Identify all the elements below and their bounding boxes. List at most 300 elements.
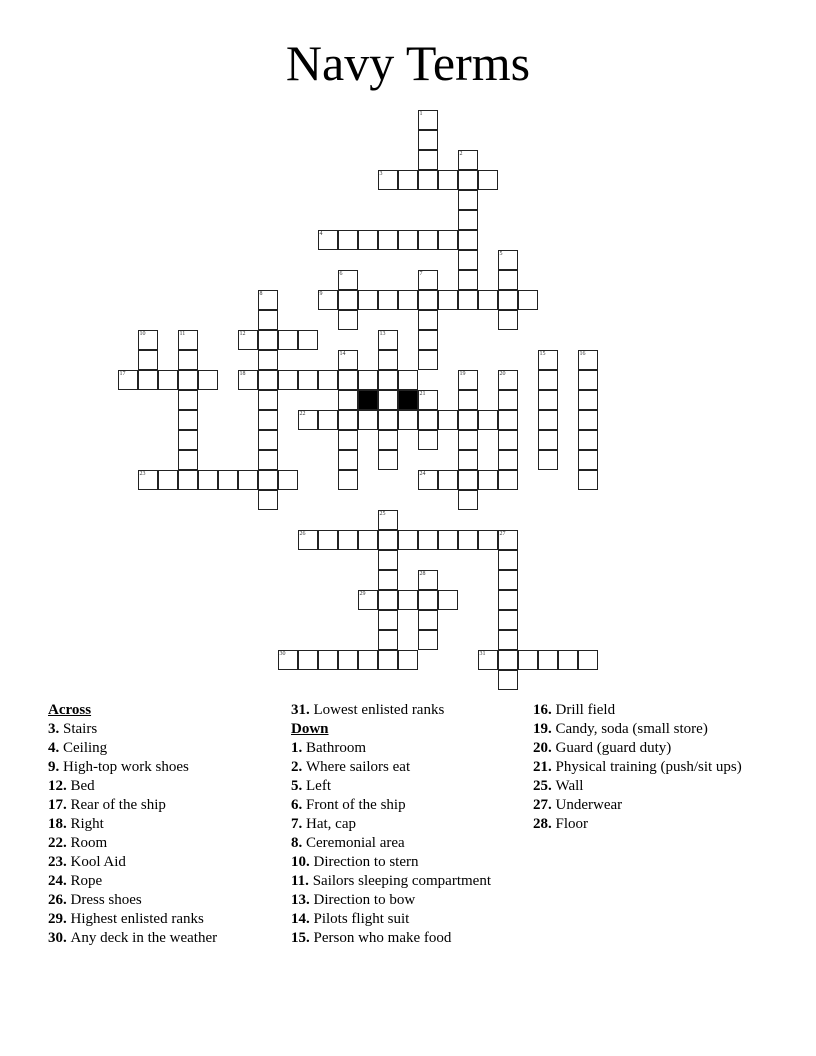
clue-number: 19 xyxy=(459,370,466,377)
across-clue xyxy=(291,702,521,719)
clue-number: 16. xyxy=(533,702,556,718)
grid-cell[interactable] xyxy=(138,470,158,490)
grid-cell[interactable] xyxy=(298,410,318,430)
grid-cell[interactable] xyxy=(498,570,518,590)
grid-cell[interactable] xyxy=(318,650,338,670)
grid-cell[interactable] xyxy=(258,450,278,470)
clue-number: 1. xyxy=(291,740,306,756)
clue-text: Wall xyxy=(555,778,584,794)
clue-number: 30 xyxy=(279,650,286,657)
clue-number: 18 xyxy=(239,370,246,377)
clue-number: 20. xyxy=(533,740,556,756)
grid-cell[interactable] xyxy=(418,610,438,630)
grid-cell[interactable] xyxy=(378,610,398,630)
clue-text: Candy, soda (small store) xyxy=(555,721,708,737)
grid-cell[interactable] xyxy=(178,350,198,370)
grid-cell[interactable] xyxy=(438,290,458,310)
grid-cell[interactable] xyxy=(418,170,438,190)
grid-cell[interactable] xyxy=(398,530,418,550)
clue-number: 25 xyxy=(379,510,386,517)
grid-cell[interactable] xyxy=(538,390,558,410)
clue-number: 14. xyxy=(291,911,314,927)
grid-cell[interactable] xyxy=(578,450,598,470)
grid-cell[interactable] xyxy=(538,650,558,670)
grid-cell[interactable] xyxy=(378,650,398,670)
across-clue xyxy=(48,740,278,757)
black-cell xyxy=(398,390,418,410)
grid-cell[interactable] xyxy=(458,190,478,210)
grid-cell[interactable] xyxy=(338,390,358,410)
grid-cell[interactable] xyxy=(418,430,438,450)
grid-cell[interactable] xyxy=(458,170,478,190)
grid-cell[interactable] xyxy=(578,390,598,410)
clue-number: 3. xyxy=(48,721,63,737)
clue-number: 20 xyxy=(499,370,506,377)
across-clue xyxy=(48,835,278,852)
grid-cell[interactable] xyxy=(378,390,398,410)
grid-cell[interactable] xyxy=(258,490,278,510)
grid-cell[interactable] xyxy=(338,350,358,370)
down-clue xyxy=(291,797,521,814)
clue-number: 10 xyxy=(139,330,146,337)
clue-text: Left xyxy=(306,778,331,794)
clue-number: 26. xyxy=(48,892,71,908)
grid-cell[interactable] xyxy=(358,370,378,390)
clue-number: 7. xyxy=(291,816,306,832)
clue-number: 21 xyxy=(419,390,426,397)
grid-cell[interactable] xyxy=(378,170,398,190)
clue-text: Stairs xyxy=(63,721,98,737)
grid-cell[interactable] xyxy=(498,390,518,410)
grid-cell[interactable] xyxy=(258,470,278,490)
grid-cell[interactable] xyxy=(498,370,518,390)
grid-cell[interactable] xyxy=(458,370,478,390)
grid-cell[interactable] xyxy=(258,290,278,310)
grid-cell[interactable] xyxy=(418,630,438,650)
grid-cell[interactable] xyxy=(298,370,318,390)
grid-cell[interactable] xyxy=(518,290,538,310)
grid-cell[interactable] xyxy=(418,150,438,170)
grid-cell[interactable] xyxy=(498,650,518,670)
clue-number: 27. xyxy=(533,797,556,813)
clue-text: Pilots flight suit xyxy=(313,911,410,927)
grid-cell[interactable] xyxy=(418,470,438,490)
grid-cell[interactable] xyxy=(458,250,478,270)
grid-cell[interactable] xyxy=(378,590,398,610)
grid-cell[interactable] xyxy=(298,330,318,350)
grid-cell[interactable] xyxy=(378,350,398,370)
grid-cell[interactable] xyxy=(358,290,378,310)
clue-number: 13. xyxy=(291,892,314,908)
grid-cell[interactable] xyxy=(458,430,478,450)
grid-cell[interactable] xyxy=(318,530,338,550)
clue-number: 9 xyxy=(319,290,323,297)
grid-cell[interactable] xyxy=(458,410,478,430)
grid-cell[interactable] xyxy=(438,470,458,490)
grid-cell[interactable] xyxy=(458,290,478,310)
grid-cell[interactable] xyxy=(458,210,478,230)
across-clue xyxy=(48,759,278,776)
grid-cell[interactable] xyxy=(498,610,518,630)
clue-text: Where sailors eat xyxy=(306,759,411,775)
grid-cell[interactable] xyxy=(338,270,358,290)
grid-cell[interactable] xyxy=(578,650,598,670)
grid-cell[interactable] xyxy=(458,390,478,410)
grid-cell[interactable] xyxy=(178,390,198,410)
grid-cell[interactable] xyxy=(578,430,598,450)
black-cell xyxy=(358,390,378,410)
clue-text: Lowest enlisted ranks xyxy=(313,702,445,718)
grid-cell[interactable] xyxy=(378,430,398,450)
clue-text: Ceremonial area xyxy=(306,835,405,851)
clue-number: 3 xyxy=(379,170,383,177)
across-clue xyxy=(48,873,278,890)
down-clue xyxy=(291,740,521,757)
grid-cell[interactable] xyxy=(418,230,438,250)
grid-cell[interactable] xyxy=(178,430,198,450)
grid-cell[interactable] xyxy=(378,530,398,550)
down-clue xyxy=(533,797,763,814)
grid-cell[interactable] xyxy=(558,650,578,670)
clue-number: 19. xyxy=(533,721,556,737)
clue-text: Any deck in the weather xyxy=(70,930,218,946)
grid-cell[interactable] xyxy=(378,230,398,250)
grid-cell[interactable] xyxy=(418,390,438,410)
clue-number: 25. xyxy=(533,778,556,794)
grid-cell[interactable] xyxy=(478,410,498,430)
clue-text: Ceiling xyxy=(63,740,108,756)
grid-cell[interactable] xyxy=(318,370,338,390)
grid-cell[interactable] xyxy=(458,230,478,250)
grid-cell[interactable] xyxy=(318,410,338,430)
grid-cell[interactable] xyxy=(378,370,398,390)
grid-cell[interactable] xyxy=(578,410,598,430)
down-clue xyxy=(291,911,521,928)
grid-cell[interactable] xyxy=(238,330,258,350)
grid-cell[interactable] xyxy=(198,370,218,390)
grid-cell[interactable] xyxy=(358,590,378,610)
grid-cell[interactable] xyxy=(398,370,418,390)
grid-cell[interactable] xyxy=(418,570,438,590)
grid-cell[interactable] xyxy=(498,430,518,450)
grid-cell[interactable] xyxy=(198,470,218,490)
clue-number: 17 xyxy=(119,370,126,377)
clue-text: Right xyxy=(70,816,104,832)
down-clue xyxy=(291,892,521,909)
grid-cell[interactable] xyxy=(478,290,498,310)
grid-cell[interactable] xyxy=(538,370,558,390)
grid-cell[interactable] xyxy=(458,490,478,510)
down-clue xyxy=(533,721,763,738)
grid-cell[interactable] xyxy=(538,350,558,370)
grid-cell[interactable] xyxy=(338,230,358,250)
down-clue xyxy=(533,740,763,757)
clue-number: 30. xyxy=(48,930,71,946)
grid-cell[interactable] xyxy=(518,650,538,670)
grid-cell[interactable] xyxy=(258,350,278,370)
grid-cell[interactable] xyxy=(298,530,318,550)
grid-cell[interactable] xyxy=(398,290,418,310)
down-clue xyxy=(533,778,763,795)
grid-cell[interactable] xyxy=(438,530,458,550)
grid-cell[interactable] xyxy=(178,370,198,390)
grid-cell[interactable] xyxy=(138,330,158,350)
grid-cell[interactable] xyxy=(498,470,518,490)
grid-cell[interactable] xyxy=(418,530,438,550)
across-clue xyxy=(48,892,278,909)
grid-cell[interactable] xyxy=(458,530,478,550)
clue-number: 7 xyxy=(419,270,423,277)
grid-cell[interactable] xyxy=(438,230,458,250)
clue-text: Hat, cap xyxy=(306,816,356,832)
grid-cell[interactable] xyxy=(378,570,398,590)
across-clue xyxy=(48,816,278,833)
grid-cell[interactable] xyxy=(358,230,378,250)
grid-cell[interactable] xyxy=(418,110,438,130)
grid-cell[interactable] xyxy=(178,470,198,490)
grid-cell[interactable] xyxy=(578,370,598,390)
grid-cell[interactable] xyxy=(498,550,518,570)
clue-text: Bed xyxy=(70,778,95,794)
clue-number: 5 xyxy=(499,250,503,257)
grid-cell[interactable] xyxy=(418,310,438,330)
grid-cell[interactable] xyxy=(378,410,398,430)
grid-cell[interactable] xyxy=(338,470,358,490)
across-clue xyxy=(48,854,278,871)
grid-cell[interactable] xyxy=(478,470,498,490)
grid-cell[interactable] xyxy=(278,650,298,670)
clue-number: 31 xyxy=(479,650,486,657)
grid-cell[interactable] xyxy=(378,290,398,310)
grid-cell[interactable] xyxy=(398,590,418,610)
clues-column-1 xyxy=(48,702,278,949)
clue-number: 29. xyxy=(48,911,71,927)
across-clue-list xyxy=(48,721,278,947)
clue-number: 5. xyxy=(291,778,306,794)
grid-cell[interactable] xyxy=(338,450,358,470)
grid-cell[interactable] xyxy=(538,450,558,470)
clue-number: 31. xyxy=(291,702,314,718)
grid-cell[interactable] xyxy=(258,430,278,450)
down-clue xyxy=(291,759,521,776)
clue-number: 22. xyxy=(48,835,71,851)
grid-cell[interactable] xyxy=(238,370,258,390)
grid-cell[interactable] xyxy=(418,330,438,350)
clue-number: 17. xyxy=(48,797,71,813)
clue-number: 6. xyxy=(291,797,306,813)
grid-cell[interactable] xyxy=(478,170,498,190)
clues-column-2 xyxy=(291,702,521,949)
grid-cell[interactable] xyxy=(258,310,278,330)
across-clue xyxy=(48,721,278,738)
grid-cell[interactable] xyxy=(358,650,378,670)
across-heading: Across xyxy=(48,702,92,718)
grid-cell[interactable] xyxy=(498,270,518,290)
clue-number: 16 xyxy=(579,350,586,357)
grid-cell[interactable] xyxy=(138,370,158,390)
clue-number: 12 xyxy=(239,330,246,337)
clue-number: 6 xyxy=(339,270,343,277)
grid-cell[interactable] xyxy=(398,650,418,670)
clue-number: 28. xyxy=(533,816,556,832)
clue-text: Floor xyxy=(555,816,589,832)
down-clue xyxy=(291,835,521,852)
clue-number: 11 xyxy=(179,330,186,337)
clue-number: 18. xyxy=(48,816,71,832)
clue-text: Rope xyxy=(70,873,103,889)
grid-cell[interactable] xyxy=(378,450,398,470)
clue-number: 13 xyxy=(379,330,386,337)
clue-number: 4 xyxy=(319,230,323,237)
page-title: Navy Terms xyxy=(285,35,531,91)
grid-cell[interactable] xyxy=(478,530,498,550)
down-clue xyxy=(291,854,521,871)
grid-cell[interactable] xyxy=(378,510,398,530)
grid-cell[interactable] xyxy=(438,410,458,430)
grid-cell[interactable] xyxy=(498,410,518,430)
grid-cell[interactable] xyxy=(478,650,498,670)
grid-cell[interactable] xyxy=(498,590,518,610)
grid-cell[interactable] xyxy=(358,530,378,550)
grid-cell[interactable] xyxy=(338,430,358,450)
grid-cell[interactable] xyxy=(498,450,518,470)
grid-cell[interactable] xyxy=(398,230,418,250)
grid-cell[interactable] xyxy=(338,310,358,330)
grid-cell[interactable] xyxy=(278,330,298,350)
grid-cell[interactable] xyxy=(498,670,518,690)
clue-text: Rear of the ship xyxy=(70,797,166,813)
grid-cell[interactable] xyxy=(498,530,518,550)
clue-number: 23 xyxy=(139,470,146,477)
clue-text: Physical training (push/sit ups) xyxy=(555,759,742,775)
grid-cell[interactable] xyxy=(458,270,478,290)
grid-cell[interactable] xyxy=(418,130,438,150)
clue-number: 8 xyxy=(259,290,263,297)
grid-cell[interactable] xyxy=(158,370,178,390)
clue-text: Kool Aid xyxy=(70,854,126,870)
grid-cell[interactable] xyxy=(418,350,438,370)
clue-text: Dress shoes xyxy=(70,892,142,908)
grid-cell[interactable] xyxy=(158,470,178,490)
across-clue-list-continued xyxy=(291,702,521,719)
clue-number: 15. xyxy=(291,930,314,946)
clue-text: Direction to stern xyxy=(313,854,419,870)
grid-cell[interactable] xyxy=(418,270,438,290)
grid-cell[interactable] xyxy=(298,650,318,670)
clue-number: 14 xyxy=(339,350,346,357)
grid-cell[interactable] xyxy=(578,350,598,370)
clue-number: 15 xyxy=(539,350,546,357)
clue-number: 4. xyxy=(48,740,63,756)
clue-text: Room xyxy=(70,835,108,851)
grid-cell[interactable] xyxy=(498,310,518,330)
clue-text: Guard (guard duty) xyxy=(555,740,672,756)
grid-cell[interactable] xyxy=(258,370,278,390)
grid-cell[interactable] xyxy=(138,350,158,370)
grid-cell[interactable] xyxy=(498,250,518,270)
grid-cell[interactable] xyxy=(318,230,338,250)
down-clue xyxy=(533,816,763,833)
clue-text: Sailors sleeping compartment xyxy=(312,873,491,889)
across-clue xyxy=(48,911,278,928)
grid-cell[interactable] xyxy=(458,470,478,490)
down-clue xyxy=(291,930,521,947)
grid-cell[interactable] xyxy=(378,550,398,570)
clue-number: 2 xyxy=(459,150,463,157)
grid-cell[interactable] xyxy=(238,470,258,490)
grid-cell[interactable] xyxy=(178,450,198,470)
grid-cell[interactable] xyxy=(498,290,518,310)
clue-number: 2. xyxy=(291,759,306,775)
clue-number: 28 xyxy=(419,570,426,577)
clue-text: Drill field xyxy=(555,702,616,718)
grid-cell[interactable] xyxy=(278,470,298,490)
grid-cell[interactable] xyxy=(538,410,558,430)
clue-number: 22 xyxy=(299,410,306,417)
grid-cell[interactable] xyxy=(338,370,358,390)
grid-cell[interactable] xyxy=(178,330,198,350)
grid-cell[interactable] xyxy=(418,410,438,430)
grid-cell[interactable] xyxy=(338,530,358,550)
grid-cell[interactable] xyxy=(438,170,458,190)
grid-cell[interactable] xyxy=(218,470,238,490)
grid-cell[interactable] xyxy=(338,290,358,310)
grid-cell[interactable] xyxy=(378,330,398,350)
grid-cell[interactable] xyxy=(498,630,518,650)
down-clue xyxy=(291,816,521,833)
grid-cell[interactable] xyxy=(358,410,378,430)
clue-number: 10. xyxy=(291,854,314,870)
grid-cell[interactable] xyxy=(538,430,558,450)
grid-cell[interactable] xyxy=(578,470,598,490)
clue-number: 11. xyxy=(291,873,313,889)
clues-column-3 xyxy=(533,702,763,835)
grid-cell[interactable] xyxy=(418,290,438,310)
grid-cell[interactable] xyxy=(258,410,278,430)
clue-number: 23. xyxy=(48,854,71,870)
grid-cell[interactable] xyxy=(418,590,438,610)
clue-number: 27 xyxy=(499,530,506,537)
grid-cell[interactable] xyxy=(178,410,198,430)
clue-number: 12. xyxy=(48,778,71,794)
grid-cell[interactable] xyxy=(458,150,478,170)
grid-cell[interactable] xyxy=(398,170,418,190)
clue-text: Underwear xyxy=(555,797,623,813)
grid-cell[interactable] xyxy=(378,630,398,650)
grid-cell[interactable] xyxy=(278,370,298,390)
grid-cell[interactable] xyxy=(258,390,278,410)
grid-cell[interactable] xyxy=(338,650,358,670)
clue-text: High-top work shoes xyxy=(63,759,189,775)
down-clue xyxy=(291,873,521,890)
clue-number: 8. xyxy=(291,835,306,851)
down-clue-list xyxy=(291,740,521,947)
clue-text: Bathroom xyxy=(306,740,366,756)
grid-cell[interactable] xyxy=(318,290,338,310)
down-heading: Down xyxy=(291,721,329,737)
clue-text: Direction to bow xyxy=(313,892,416,908)
grid-cell[interactable] xyxy=(398,410,418,430)
grid-cell[interactable] xyxy=(338,410,358,430)
grid-cell[interactable] xyxy=(458,450,478,470)
down-clue xyxy=(533,759,763,776)
clue-number: 24. xyxy=(48,873,71,889)
grid-cell[interactable] xyxy=(258,330,278,350)
clue-number: 26 xyxy=(299,530,306,537)
grid-cell[interactable] xyxy=(118,370,138,390)
clue-number: 24 xyxy=(419,470,426,477)
grid-cell[interactable] xyxy=(438,590,458,610)
